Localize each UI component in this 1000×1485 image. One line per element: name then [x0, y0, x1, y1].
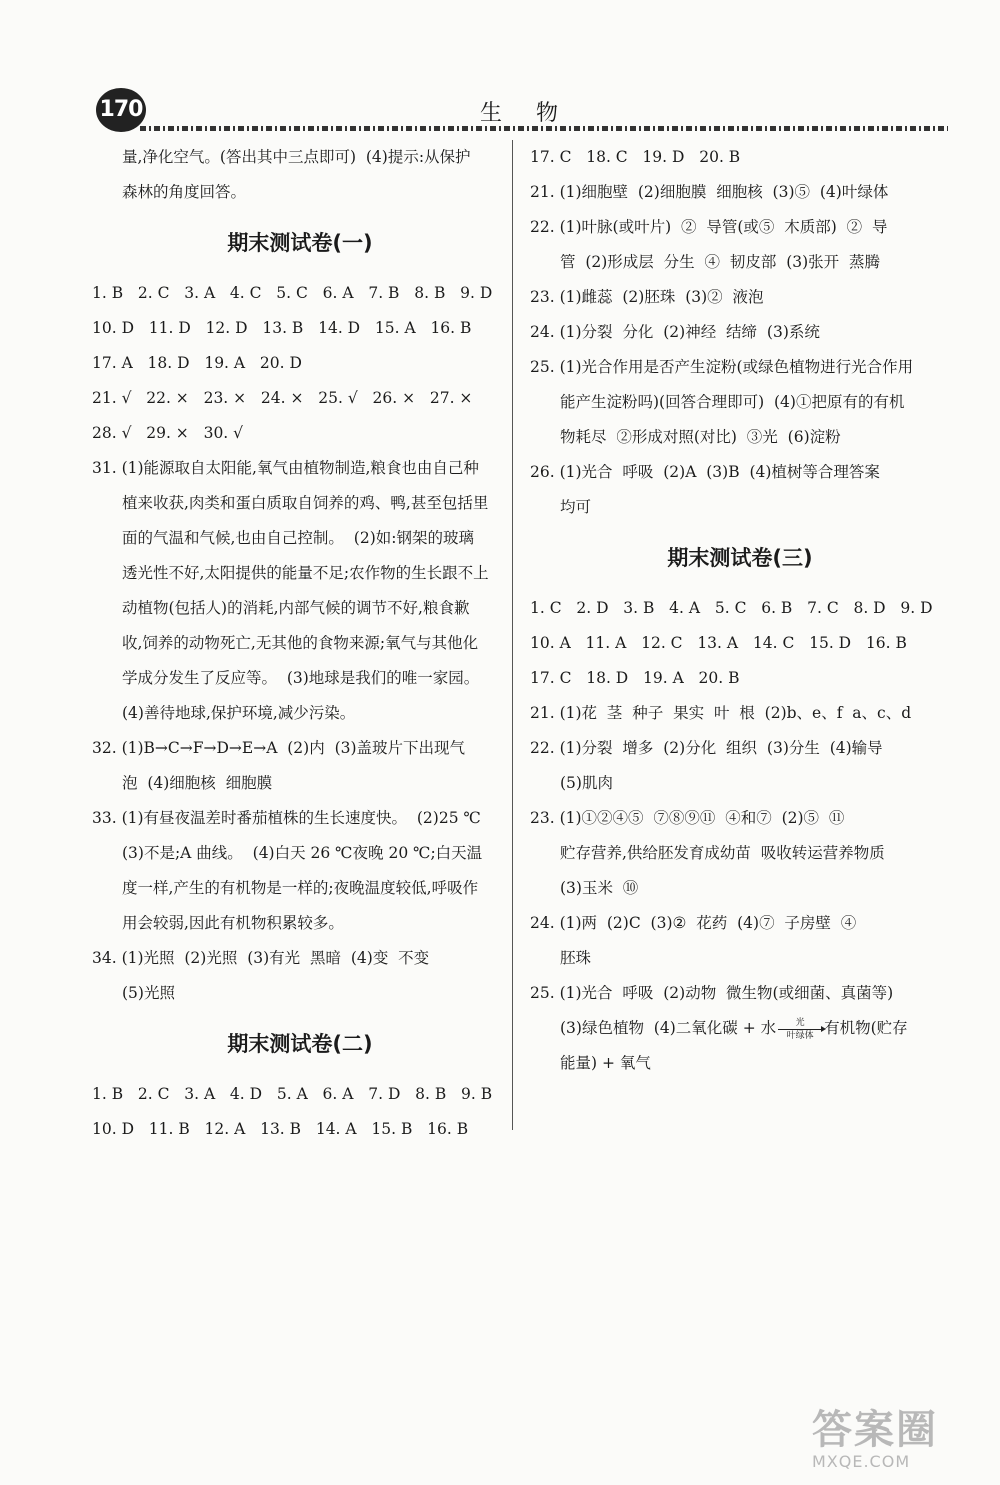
answer-line: 21. (1)花 茎 种子 果实 叶 根 (2)b、e、f a、c、d: [530, 704, 912, 722]
answer-line: (4)善待地球,保护环境,减少污染。: [122, 704, 356, 722]
answer-line: 25. (1)光合作用是否产生淀粉(或绿色植物进行光合作用: [530, 358, 914, 376]
answer-line: 度一样,产生的有机物是一样的;夜晚温度较低,呼吸作: [122, 879, 479, 897]
answer-line: 1. B 2. C 3. A 4. D 5. A 6. A 7. D 8. B 9. B: [92, 1085, 493, 1103]
answer-line: 23. (1)雌蕊 (2)胚珠 (3)② 液泡: [530, 288, 764, 306]
answer-line: 24. (1)两 (2)C (3)② 花药 (4)⑦ 子房壁 ④: [530, 914, 857, 932]
answer-line: 管 (2)形成层 分生 ④ 韧皮部 (3)张开 蒸腾: [560, 253, 881, 271]
answer-line: 17. C 18. C 19. D 20. B: [530, 148, 741, 166]
answer-line: 21. (1)细胞壁 (2)细胞膜 细胞核 (3)⑤ (4)叶绿体: [530, 183, 889, 201]
answer-line: 22. (1)分裂 增多 (2)分化 组织 (3)分生 (4)输导: [530, 739, 883, 757]
page-number-badge: 170: [96, 88, 146, 132]
equation-suffix: 有机物(贮存: [824, 1019, 908, 1037]
left-column: [92, 140, 508, 1147]
answer-line: 贮存营养,供给胚发育成幼苗 吸收转运营养物质: [560, 844, 885, 862]
section-title-exam-3: 期末测试卷(三): [667, 546, 813, 570]
reaction-condition-top: 光: [795, 1017, 805, 1028]
answer-line: 10. D 11. D 12. D 13. B 14. D 15. A 16. B: [92, 319, 472, 337]
column-divider: [512, 140, 513, 1130]
answer-line: 17. A 18. D 19. A 20. D: [92, 354, 302, 372]
header-decorative-rule: [140, 126, 948, 131]
answer-line: (5)肌肉: [560, 774, 613, 792]
answer-line: 10. D 11. B 12. A 13. B 14. A 15. B 16. B: [92, 1120, 469, 1138]
answer-line: 23. (1)①②④⑤ ⑦⑧⑨⑪ ④和⑦ (2)⑤ ⑪: [530, 809, 845, 827]
answer-line: 能产生淀粉吗)(回答合理即可) (4)①把原有的有机: [560, 393, 905, 411]
arrow-icon: [778, 1029, 822, 1030]
section-title-exam-2: 期末测试卷(二): [227, 1032, 373, 1056]
answer-line: 能量) + 氧气: [560, 1054, 651, 1072]
answer-line: 1. B 2. C 3. A 4. C 5. C 6. A 7. B 8. B 9. D: [92, 284, 493, 302]
equation-line: [530, 1011, 950, 1046]
watermark-text: 答案圈: [812, 1407, 938, 1453]
answer-line: 收,饲养的动物死亡,无其他的食物来源;氧气与其他化: [122, 634, 479, 652]
answer-line: 28. √ 29. × 30. √: [92, 424, 244, 442]
intro-line: 量,净化空气。(答出其中三点即可) (4)提示:从保护: [122, 148, 471, 166]
answer-line: 植来收获,肉类和蛋白质取自饲养的鸡、鸭,甚至包括里: [122, 494, 489, 512]
answer-line: 26. (1)光合 呼吸 (2)A (3)B (4)植树等合理答案: [530, 463, 880, 481]
answer-line: (3)玉米 ⑩: [560, 879, 639, 897]
answer-line: 10. A 11. A 12. C 13. A 14. C 15. D 16. B: [530, 634, 907, 652]
reaction-condition-bottom: 叶绿体: [786, 1030, 814, 1041]
answer-line: (5)光照: [122, 984, 175, 1002]
answer-line: 动植物(包括人)的消耗,内部气候的调节不好,粮食歉: [122, 599, 470, 617]
watermark-logo: [812, 1408, 982, 1474]
section-title-exam-1: 期末测试卷(一): [227, 231, 373, 255]
answer-line: 22. (1)叶脉(或叶片) ② 导管(或⑤ 木质部) ② 导: [530, 218, 888, 236]
answer-line: 学成分发生了反应等。 (3)地球是我们的唯一家园。: [122, 669, 480, 687]
answer-line: 胚珠: [560, 949, 592, 967]
right-column: [530, 140, 950, 1081]
equation-prefix: (3)绿色植物 (4)二氧化碳 + 水: [560, 1019, 777, 1037]
answer-line: 17. C 18. D 19. A 20. B: [530, 669, 740, 687]
answer-line: 物耗尽 ②形成对照(对比) ③光 (6)淀粉: [560, 428, 841, 446]
answer-line: 24. (1)分裂 分化 (2)神经 结缔 (3)系统: [530, 323, 820, 341]
answer-line: 均可: [560, 498, 592, 516]
answer-line: 25. (1)光合 呼吸 (2)动物 微生物(或细菌、真菌等): [530, 984, 894, 1002]
answer-line: 透光性不好,太阳提供的能量不足;农作物的生长跟不上: [122, 564, 489, 582]
answer-line: 1. C 2. D 3. B 4. A 5. C 6. B 7. C 8. D 9. D: [530, 599, 933, 617]
subject-title: 生物: [480, 101, 593, 126]
answer-line: 31. (1)能源取自太阳能,氧气由植物制造,粮食也由自己种: [92, 459, 479, 477]
answer-line: 21. √ 22. × 23. × 24. × 25. √ 26. × 27. ×: [92, 389, 473, 407]
answer-line: 34. (1)光照 (2)光照 (3)有光 黑暗 (4)变 不变: [92, 949, 430, 967]
answer-line: 33. (1)有昼夜温差时番茄植株的生长速度快。 (2)25 ℃: [92, 809, 481, 827]
answer-line: 面的气温和气候,也由自己控制。 (2)如:钢架的玻璃: [122, 529, 474, 547]
answer-line: 用会较弱,因此有机物积累较多。: [122, 914, 344, 932]
intro-line: 森林的角度回答。: [122, 183, 247, 201]
answer-line: 泡 (4)细胞核 细胞膜: [122, 774, 273, 792]
answer-line: (3)不是;A 曲线。 (4)白天 26 ℃夜晚 20 ℃;白天温: [122, 844, 483, 862]
answer-line: 32. (1)B→C→F→D→E→A (2)内 (3)盖玻片下出现气: [92, 739, 466, 757]
watermark-url: MXQE.COM: [812, 1452, 911, 1471]
reaction-arrow: [778, 1018, 822, 1041]
